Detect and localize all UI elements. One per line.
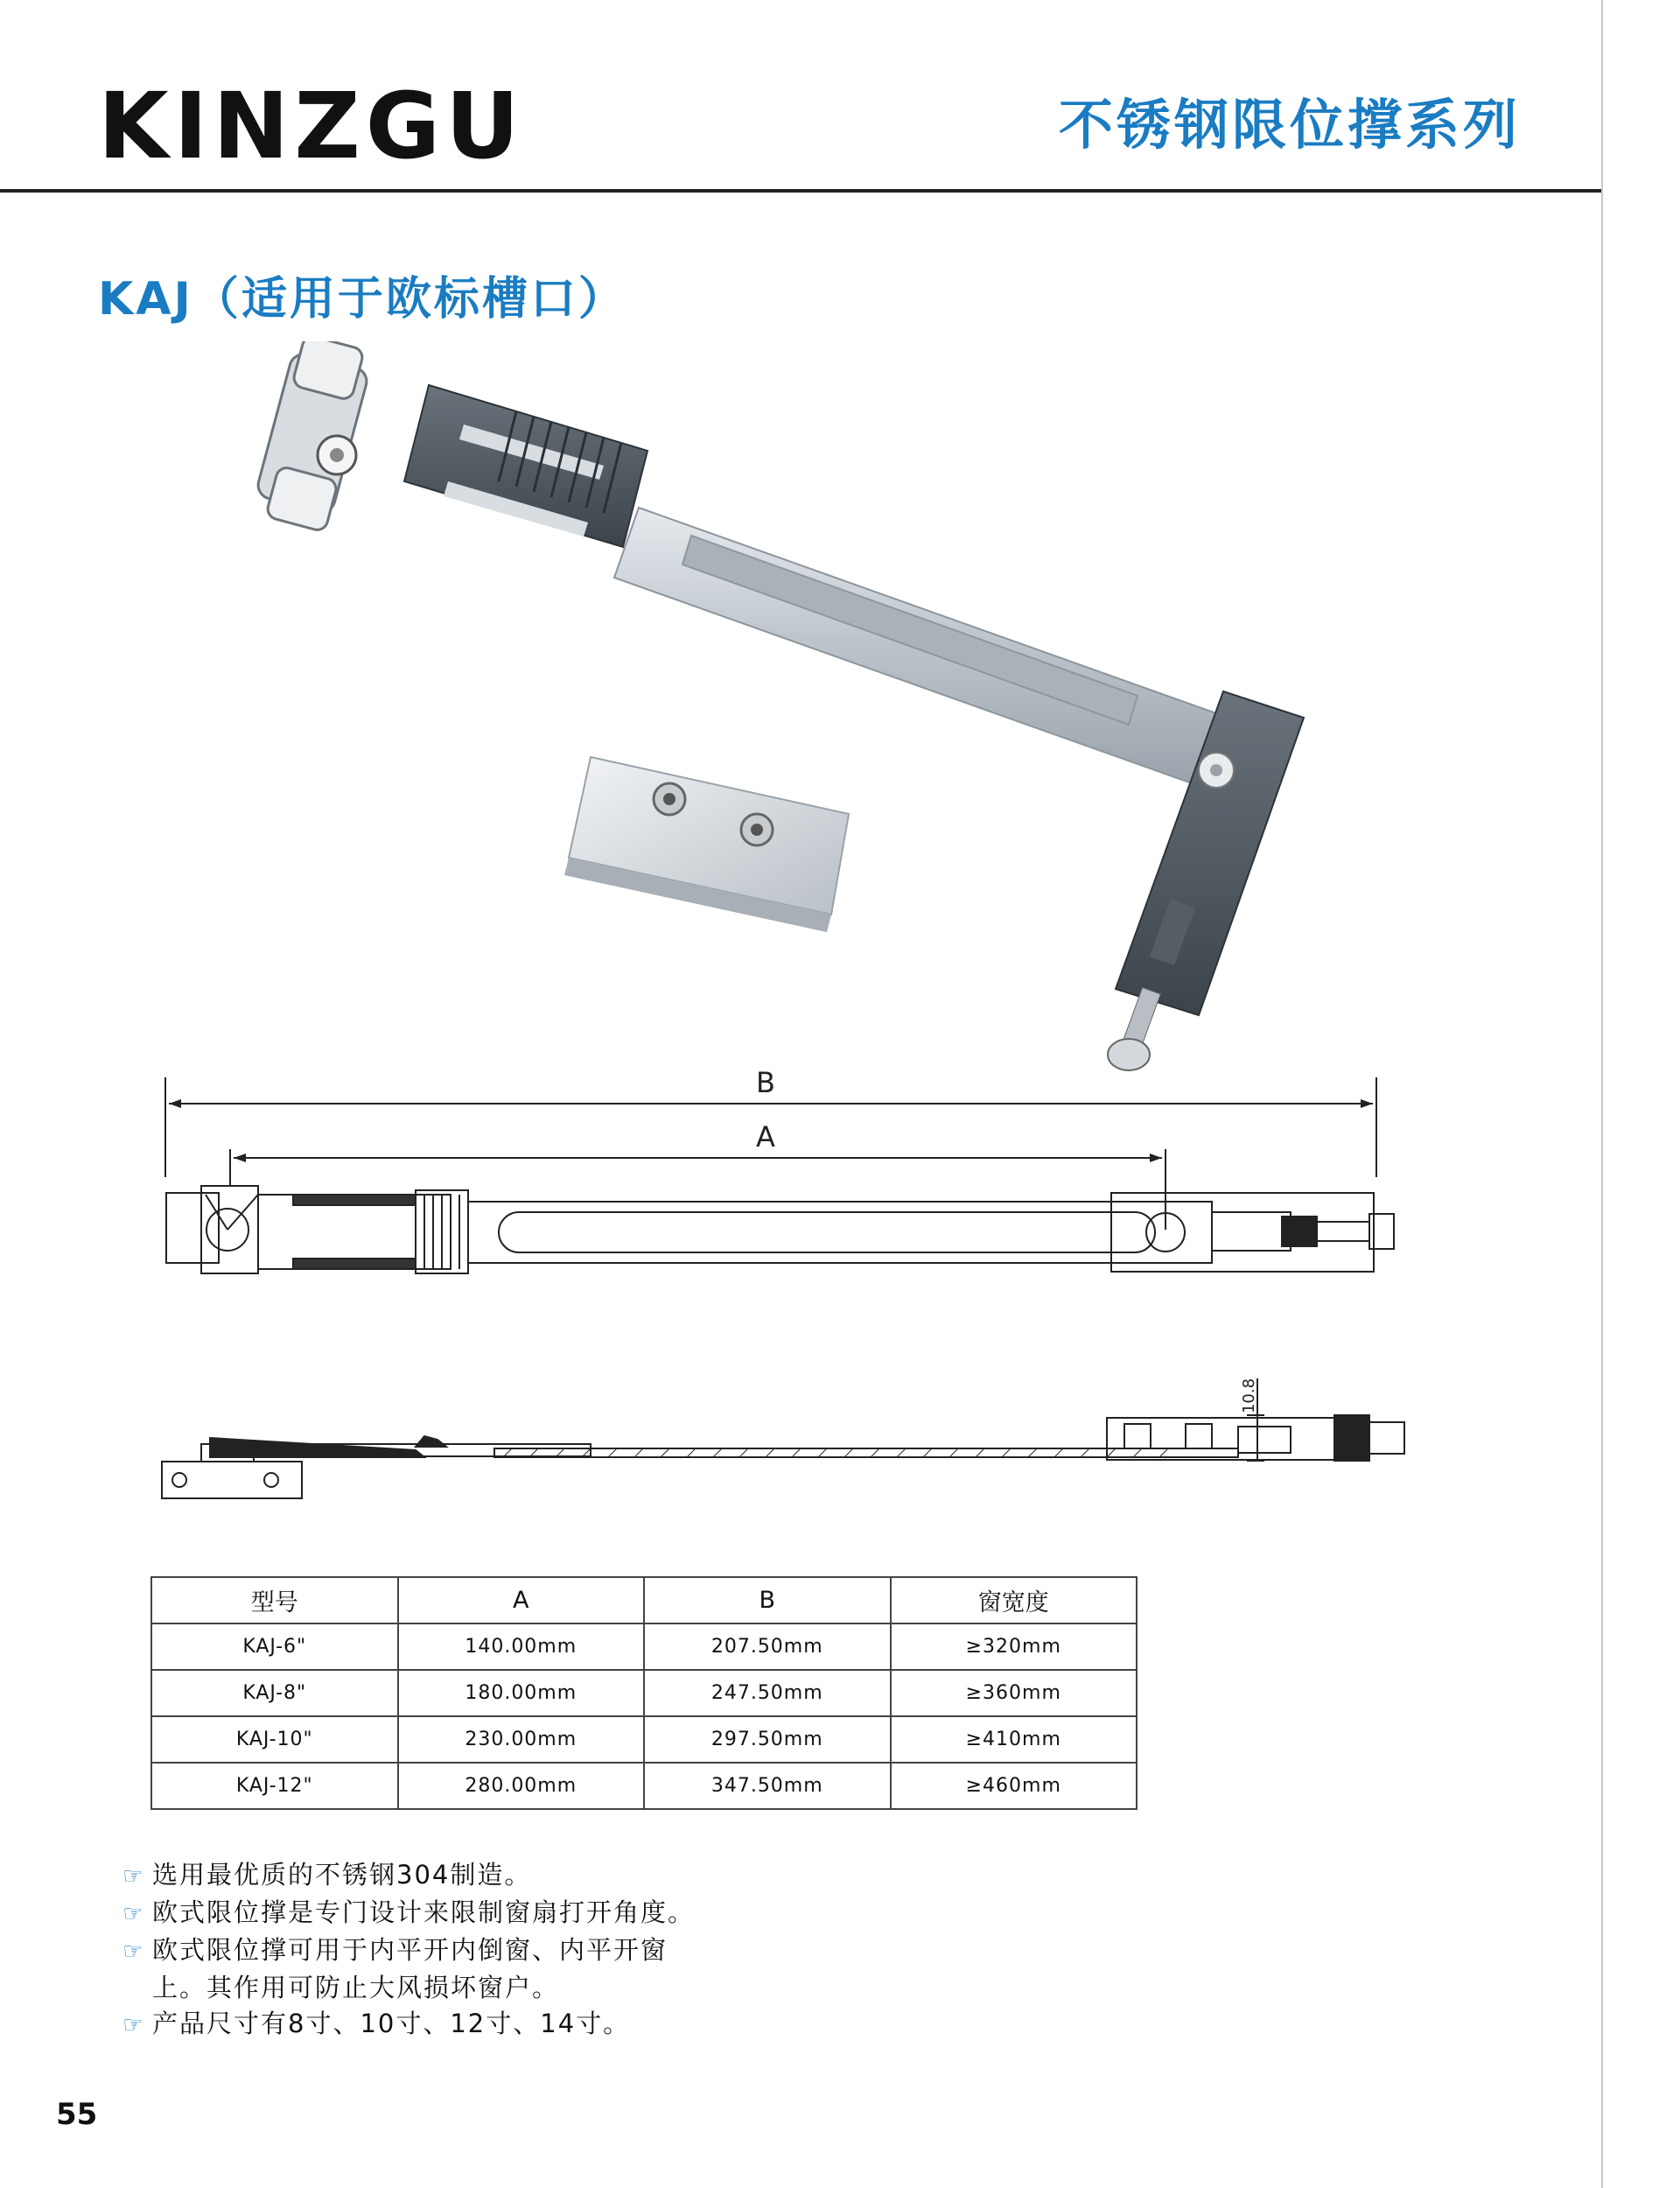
cell-a: 280.00mm bbox=[398, 1763, 645, 1809]
cell-a: 230.00mm bbox=[398, 1716, 645, 1763]
pointing-hand-icon: ☞ bbox=[122, 1863, 145, 1890]
cell-model: KAJ-8" bbox=[151, 1670, 398, 1716]
cell-a: 180.00mm bbox=[398, 1670, 645, 1716]
product-title: KAJ（适用于欧标槽口） bbox=[98, 273, 626, 326]
feature-notes bbox=[122, 1857, 695, 2044]
table-row bbox=[151, 1763, 1137, 1809]
header-a: A bbox=[398, 1577, 645, 1623]
brand-logo: KINZGU bbox=[98, 73, 525, 179]
cell-b: 247.50mm bbox=[644, 1670, 891, 1716]
dimension-b-label: B bbox=[756, 1066, 775, 1099]
front-technical-drawing bbox=[153, 1063, 1448, 1291]
cell-b: 207.50mm bbox=[644, 1623, 891, 1670]
list-item-continuation: 上。其作用可防止大风损坏窗户。 bbox=[152, 1973, 560, 2002]
table-row bbox=[151, 1623, 1137, 1670]
cell-model: KAJ-12" bbox=[151, 1763, 398, 1809]
pointing-hand-icon: ☞ bbox=[122, 1901, 145, 1927]
list-item: ☞ 欧式限位撑可用于内平开内倒窗、内平开窗 bbox=[122, 1932, 695, 1970]
cell-b: 347.50mm bbox=[644, 1763, 891, 1809]
cell-window-width: ≥460mm bbox=[891, 1763, 1138, 1809]
side-view-outline bbox=[162, 1378, 1404, 1498]
cell-window-width: ≥360mm bbox=[891, 1670, 1138, 1716]
header-model: 型号 bbox=[151, 1577, 398, 1623]
arm-bar bbox=[614, 508, 1216, 783]
mounting-block bbox=[564, 757, 849, 932]
cell-b: 297.50mm bbox=[644, 1716, 891, 1763]
header-b: B bbox=[644, 1577, 891, 1623]
pointing-hand-icon: ☞ bbox=[122, 2012, 145, 2038]
page-number: 55 bbox=[56, 2097, 98, 2132]
header-divider bbox=[0, 189, 1601, 193]
side-technical-drawing bbox=[153, 1370, 1448, 1510]
list-item: ☞ 产品尺寸有8寸、10寸、12寸、14寸。 bbox=[122, 2006, 695, 2044]
cell-window-width: ≥410mm bbox=[891, 1716, 1138, 1763]
hinge-head bbox=[256, 341, 370, 532]
cell-a: 140.00mm bbox=[398, 1623, 645, 1670]
front-view-outline bbox=[166, 1186, 1394, 1273]
table-header-row bbox=[151, 1577, 1137, 1623]
list-item: ☞ 欧式限位撑是专门设计来限制窗扇打开角度。 bbox=[122, 1895, 695, 1932]
cell-window-width: ≥320mm bbox=[891, 1623, 1138, 1670]
table-row bbox=[151, 1716, 1137, 1763]
page-edge-line bbox=[1601, 0, 1603, 2188]
dimension-a-label: A bbox=[756, 1120, 775, 1154]
header-window-width: 窗宽度 bbox=[891, 1577, 1138, 1623]
pointing-hand-icon: ☞ bbox=[122, 1939, 145, 1965]
table-row bbox=[151, 1670, 1137, 1716]
list-item: ☞ 选用最优质的不锈钢304制造。 bbox=[122, 1857, 695, 1895]
series-title: 不锈钢限位撑系列 bbox=[1059, 93, 1522, 157]
spec-table bbox=[150, 1576, 1138, 1810]
dimension-a bbox=[230, 1149, 1166, 1230]
cell-model: KAJ-6" bbox=[151, 1623, 398, 1670]
cell-model: KAJ-10" bbox=[151, 1716, 398, 1763]
product-photo bbox=[254, 341, 1339, 1076]
handle-grip bbox=[404, 385, 648, 547]
height-dimension-label: 10.8 bbox=[1240, 1378, 1258, 1414]
